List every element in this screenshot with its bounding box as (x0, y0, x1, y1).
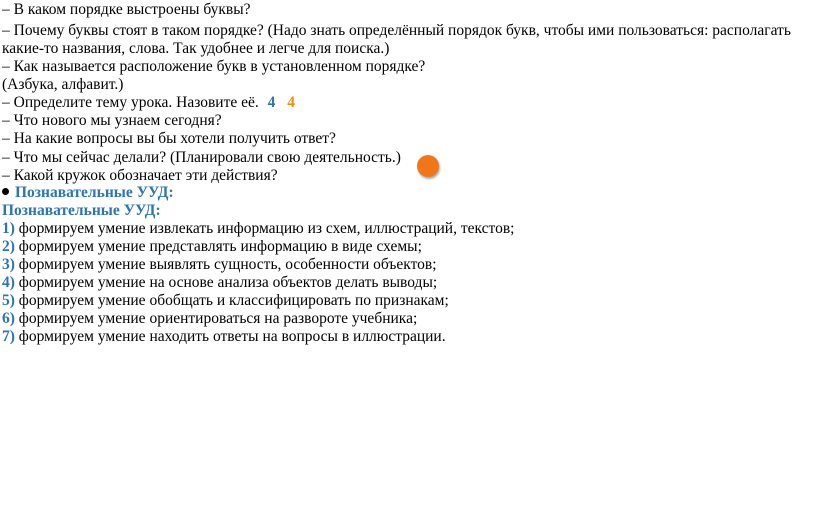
bullet-heading-line (2, 183, 174, 203)
skill-item: 6) формируем умение ориентироваться на развороте учебника; (2, 310, 418, 327)
question-line: – В каком порядке выстроены буквы? (2, 1, 251, 18)
section-heading: Познавательные УУД: (2, 202, 161, 219)
topic-line (2, 93, 295, 113)
mark-blue: 4 (267, 94, 276, 111)
skill-item: 3) формируем умение выявлять сущность, особенности объектов; (2, 256, 437, 273)
answer-line: (Азбука, алфавит.) (2, 76, 124, 93)
question-line: какие-то названия, слова. Так удобнее и легче для поиска.) (2, 40, 390, 57)
skill-item: 5) формируем умение обобщать и классифицировать по признакам; (2, 292, 449, 309)
bullet-heading: Познавательные УУД: (15, 184, 174, 201)
topic-text: – Определите тему урока. Назовите её. (2, 94, 259, 111)
skill-item: 7) формируем умение находить ответы на вопросы в иллюстрации. (2, 328, 446, 345)
bullet-icon (2, 188, 9, 195)
mark-orange: 4 (287, 94, 296, 111)
question-line: – Как называется расположение букв в установленном порядке? (2, 58, 426, 75)
skill-item: 1) формируем умение извлекать информацию из схем, иллюстраций, текстов; (2, 220, 515, 237)
question-line: – Что нового мы узнаем сегодня? (2, 112, 222, 129)
skill-item: 2) формируем умение представлять информацию в виде схемы; (2, 238, 422, 255)
orange-circle-icon (417, 155, 439, 177)
question-line: – Почему буквы стоят в таком порядке? (Надо знать определённый порядок букв, чтобы ими пользоваться: располагать (2, 22, 791, 39)
question-line: – Что мы сейчас делали? (Планировали свою деятельность.) (2, 149, 401, 166)
question-line: – На какие вопросы вы бы хотели получить ответ? (2, 130, 336, 147)
question-line: – Какой кружок обозначает эти действия? (2, 167, 278, 184)
skill-item: 4) формируем умение на основе анализа объектов делать выводы; (2, 274, 438, 291)
